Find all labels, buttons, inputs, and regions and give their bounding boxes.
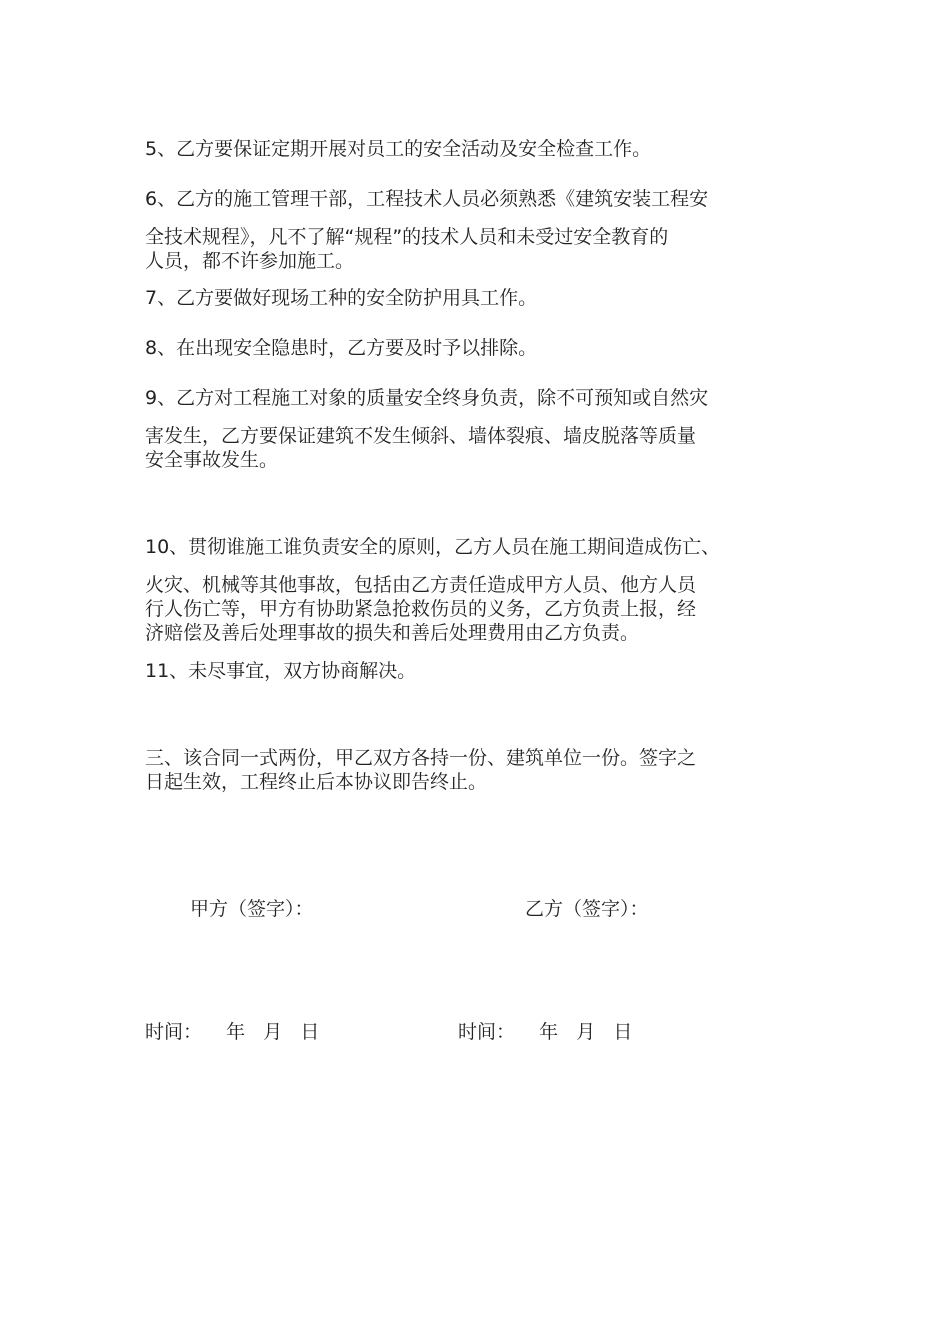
clause-11: [145, 659, 815, 683]
clause-7-line-1: 7、乙方要做好现场工种的安全防护用具工作。: [145, 287, 538, 309]
clause-8-line-1: 8、在出现安全隐患时，乙方要及时予以排除。: [145, 337, 538, 359]
clause-6-line-2: 全技术规程》，凡不了解“规程”的技术人员和未受过安全教育的: [145, 226, 669, 248]
party-a-signature-label: 甲方（签字）：: [190, 898, 314, 920]
clause-6-line-3: 人员，都不许参加施工。: [145, 250, 355, 272]
clause-6-line-1: 6、乙方的施工管理干部，工程技术人员必须熟悉《建筑安装工程安: [145, 188, 709, 210]
clause-10-line-1: 10、贯彻谁施工谁负责安全的原则，乙方人员在施工期间造成伤亡、: [145, 536, 721, 558]
section-three-line-1: 三、该合同一式两份，甲乙双方各持一份、建筑单位一份。签字之: [145, 747, 697, 769]
clause-5: [145, 137, 815, 161]
clause-9-line-2: 害发生，乙方要保证建筑不发生倾斜、墙体裂痕、墙皮脱落等质量: [145, 425, 697, 447]
clause-5-line-1: 5、乙方要保证定期开展对员工的安全活动及安全检查工作。: [145, 138, 652, 160]
clause-10-line-3: 行人伤亡等，甲方有协助紧急抢救伤员的义务，乙方负责上报，经: [145, 598, 697, 620]
clause-9-line-3: 安全事故发生。: [145, 449, 279, 471]
party-b-signature-label: 乙方（签字）：: [525, 898, 649, 920]
section-three: [145, 746, 815, 794]
clause-9-line-1: 9、乙方对工程施工对象的质量安全终身负责，除不可预知或自然灾: [145, 387, 709, 409]
clause-9: [145, 386, 815, 472]
clause-8: [145, 336, 815, 360]
clause-10: [145, 535, 815, 645]
party-a-date-label: 时间： 年 月 日: [145, 1021, 320, 1043]
party-b-date-label: 时间： 年 月 日: [458, 1021, 633, 1043]
section-three-line-2: 日起生效，工程终止后本协议即告终止。: [145, 771, 488, 793]
clause-10-line-2: 火灾、机械等其他事故，包括由乙方责任造成甲方人员、他方人员: [145, 574, 697, 596]
clause-10-line-4: 济赔偿及善后处理事故的损失和善后处理费用由乙方负责。: [145, 622, 640, 644]
clause-11-line-1: 11、未尽事宜，双方协商解决。: [145, 660, 417, 682]
clause-7: [145, 286, 815, 310]
clause-6: [145, 187, 815, 273]
